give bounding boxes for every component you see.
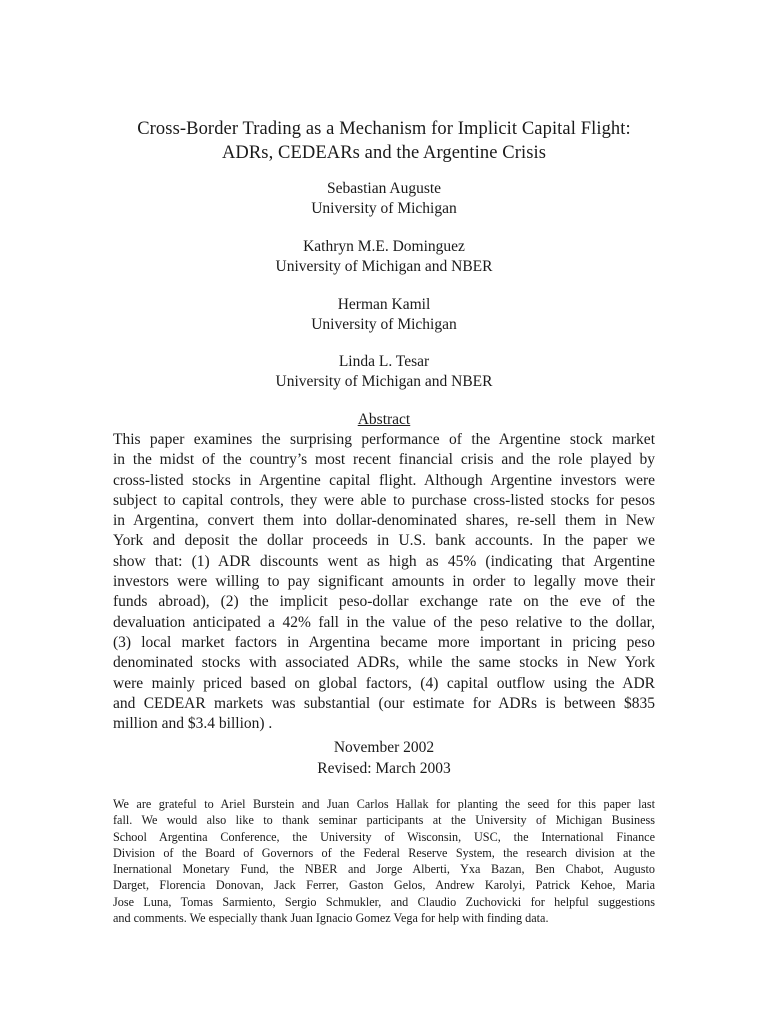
author-block-3 [0,295,768,335]
author-block-4 [0,352,768,392]
abstract-line: cross-listed stocks in Argentine capital flight. Although Argentine investors were [113,471,655,489]
footnote-line: Division of the Board of Governors of the Federal Reserve System, the research division at the [113,845,655,860]
abstract-line: in the midst of the country’s most recent financial crisis and the role played by [113,451,655,469]
abstract-line: denominated stocks with associated ADRs, while the same stocks in New York [113,654,655,672]
footnote-line: Inernational Monetary Fund, the NBER and Jorge Alberti, Yxa Bazan, Ben Chabot, Augusto [113,862,655,877]
author-name: Kathryn M.E. Dominguez [303,238,465,255]
date-original: November 2002 [333,739,435,756]
acknowledgements-footnote [113,796,655,926]
abstract-line: show that: (1) ADR discounts went as high as 45% (indicating that Argentine [113,552,655,570]
footnote-line: We are grateful to Ariel Burstein and Juan Carlos Hallak for planting the seed for this paper last [113,797,655,811]
footnote-line: Darget, Florencia Donovan, Jack Ferrer, Gaston Gelos, Andrew Karolyi, Patrick Kehoe, Maria [113,878,655,893]
abstract-body [113,430,655,734]
abstract-line: (3) local market factors in Argentina became more important in pricing peso [113,633,655,651]
title-line-1: Cross-Border Trading as a Mechanism for Implicit Capital Flight: [137,119,631,139]
author-affiliation: University of Michigan [311,316,457,333]
paper-title [0,117,768,165]
abstract-line: were mainly priced based on global factors, (4) capital outflow using the ADR [113,674,655,692]
abstract-line: investors were willing to pay significant amounts in order to legally move their [113,573,655,591]
abstract-line: York and deposit the dollar proceeds in U.S. bank accounts. In the paper we [113,532,655,550]
abstract-line: funds abroad), (2) the implicit peso-dollar exchange rate on the eve of the [113,593,655,611]
author-name: Linda L. Tesar [338,353,430,370]
author-affiliation: University of Michigan and NBER [275,373,493,390]
abstract-line: devaluation anticipated a 42% fall in the value of the peso relative to the dollar, [113,613,655,631]
author-affiliation: University of Michigan and NBER [275,258,493,275]
date-block [0,738,768,779]
date-revised: Revised: March 2003 [317,759,451,777]
abstract-line: subject to capital controls, they were able to purchase cross-listed stocks for pesos [113,491,655,509]
abstract-heading: Abstract [357,411,411,428]
abstract-line: million and $3.4 billion) . [113,715,273,733]
author-affiliation: University of Michigan [311,200,457,217]
author-block-1 [0,179,768,219]
footnote-line: fall. We would also like to thank seminar participants at the University of Michigan Business [113,813,655,828]
footnote-line: Jose Luna, Tomas Sarmiento, Sergio Schmukler, and Claudio Zuchovicki for helpful suggestions [113,894,655,909]
author-name: Sebastian Auguste [326,180,442,197]
author-name: Herman Kamil [337,296,431,313]
abstract-line: This paper examines the surprising performance of the Argentine stock market [113,431,655,448]
abstract-line: and CEDEAR markets was substantial (our estimate for ADRs is between $835 [113,694,655,712]
abstract-line: in Argentina, convert them into dollar-denominated shares, re-sell them in New [113,512,655,530]
footnote-line: and comments. We especially thank Juan Ignacio Gomez Vega for help with finding data. [113,911,549,926]
author-block-2 [0,237,768,277]
title-line-2: ADRs, CEDEARs and the Argentine Crisis [221,143,547,163]
footnote-line: School Argentina Conference, the University of Wisconsin, USC, the International Finance [113,829,655,844]
